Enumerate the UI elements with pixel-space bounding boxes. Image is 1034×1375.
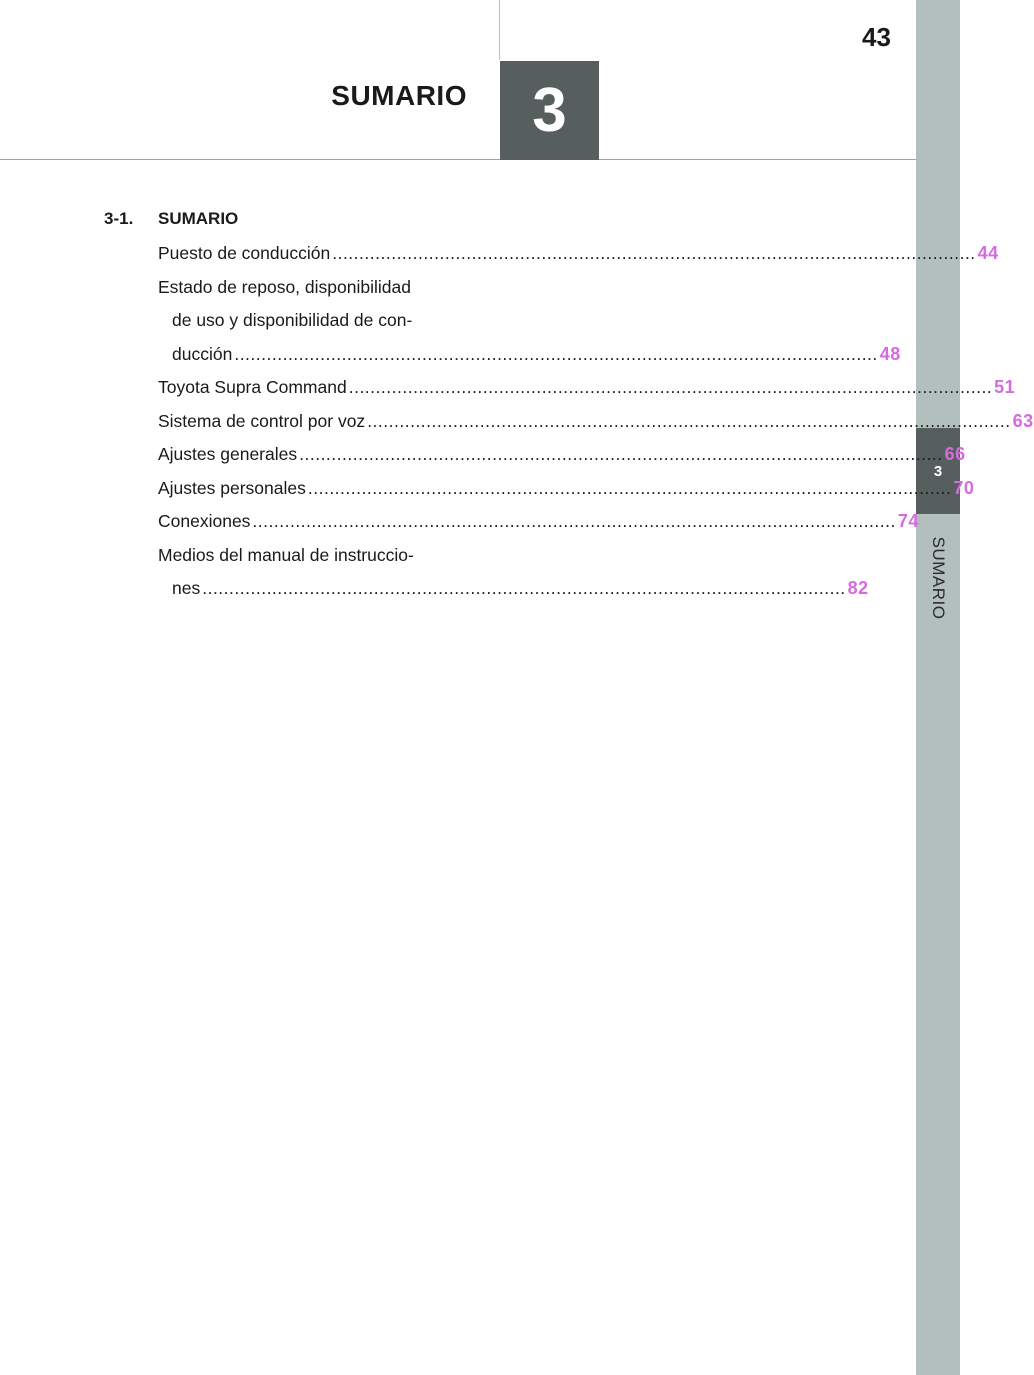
chapter-title: SUMARIO [331, 80, 467, 111]
toc-entry[interactable] [158, 438, 966, 472]
toc-leader-dots: ........................................................................................................................ [202, 578, 846, 598]
page-number: 43 [862, 22, 891, 52]
toc-entry[interactable] [158, 405, 1034, 439]
toc-entry[interactable] [158, 505, 919, 539]
toc-page-link[interactable]: 74 [897, 511, 919, 531]
toc-entry-text: Sistema de control por voz [158, 410, 366, 431]
toc-entry-text: Estado de reposo, disponibilidad [158, 276, 411, 297]
toc-entry[interactable] [158, 539, 869, 606]
toc-entry-text: Ajustes personales [158, 477, 306, 498]
toc-leader-dots: ........................................................................................................................ [332, 243, 976, 263]
toc-entry-text: nes [172, 578, 201, 598]
toc-leader-dots: ........................................................................................................................ [348, 377, 993, 397]
toc-page-link[interactable]: 66 [944, 444, 966, 464]
toc-page-link[interactable]: 82 [847, 578, 869, 598]
toc-entry[interactable] [158, 237, 999, 271]
side-tab-label: SUMARIO [929, 536, 948, 620]
header-divider-vertical [499, 0, 500, 60]
toc-entry-line [158, 405, 1034, 439]
section-title: SUMARIO [158, 209, 239, 228]
header-divider-horizontal [0, 159, 916, 160]
toc-entry-line [158, 472, 975, 506]
chapter-number-box [500, 61, 599, 160]
toc-entry-text: Medios del manual de instruccio- [158, 544, 414, 565]
toc-leader-dots: ........................................................................................................................ [307, 477, 952, 498]
toc-entry-line [158, 539, 460, 573]
toc-entry[interactable] [158, 371, 1016, 405]
toc-leader-dots: ........................................................................................................................ [234, 343, 878, 364]
toc-page-link[interactable]: 63 [1012, 410, 1034, 431]
toc-leader-dots: ........................................................................................................................ [299, 444, 943, 464]
toc-leader-dots: ........................................................................................................................ [252, 511, 896, 531]
toc-entry-text: Puesto de conducción [158, 243, 331, 263]
section-number: 3-1. [104, 209, 134, 228]
toc-entry-line [158, 338, 901, 372]
section-heading [104, 209, 238, 229]
side-tab-strip [916, 0, 960, 1375]
toc-entry-text: Toyota Supra Command [158, 377, 347, 397]
toc-page-link[interactable]: 48 [879, 343, 901, 364]
toc-entry-line [158, 304, 460, 338]
side-tab-number: 3 [933, 462, 943, 480]
toc-entry-line [158, 438, 966, 472]
toc-leader-dots: ........................................................................................................................ [367, 410, 1011, 431]
toc-entry-line [158, 505, 919, 539]
toc-entry-text: Ajustes generales [158, 444, 298, 464]
toc-entry-line [158, 371, 1016, 405]
toc-entry-text: ducción [172, 343, 233, 364]
toc-entry-line [158, 572, 869, 606]
toc-page-link[interactable]: 51 [994, 377, 1016, 397]
toc-entry-line [158, 271, 460, 305]
toc-entry[interactable] [158, 472, 975, 506]
toc-entry-text: Conexiones [158, 511, 251, 531]
toc-entry-text: de uso y disponibilidad de con- [172, 310, 413, 330]
toc-page-link[interactable]: 70 [953, 477, 975, 498]
toc-entry[interactable] [158, 271, 901, 372]
toc-page-link[interactable]: 44 [977, 243, 999, 263]
chapter-number: 3 [532, 76, 567, 145]
toc-entry-line [158, 237, 999, 271]
